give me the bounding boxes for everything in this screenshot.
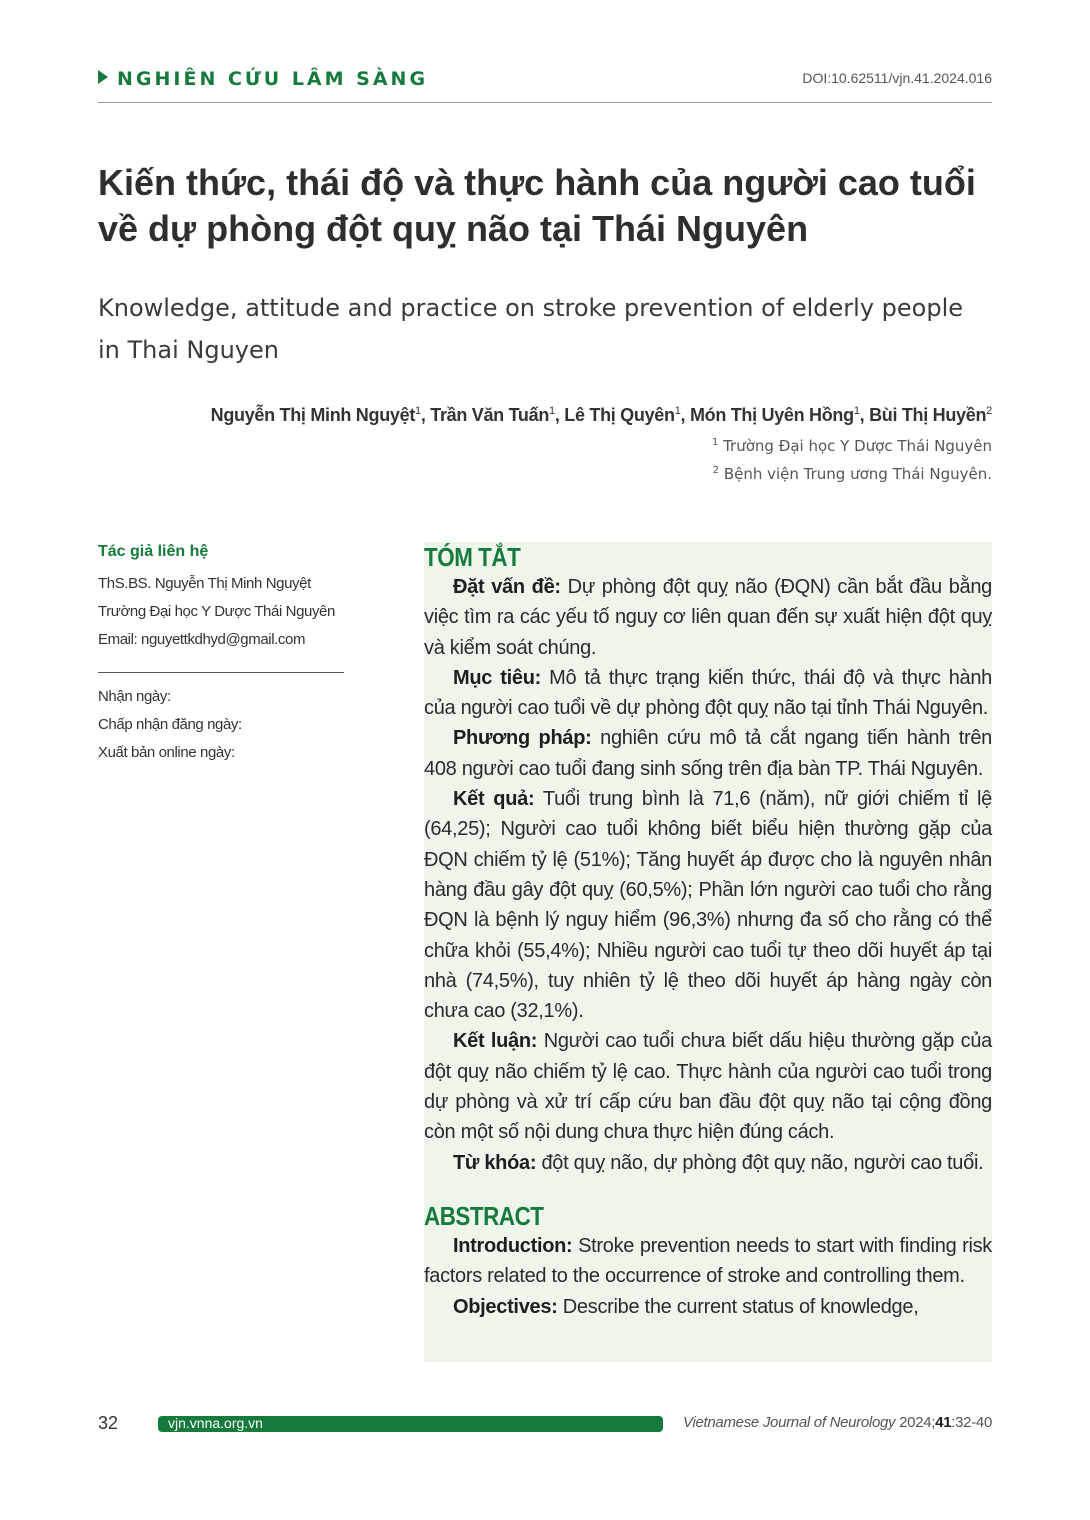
abstract-vi-keywords	[424, 1148, 992, 1178]
abstract-vi-introduction	[424, 572, 992, 663]
paragraph-label: Introduction:	[453, 1234, 573, 1257]
paragraph-text: Stroke prevention needs to start with finding risk factors related to the occurrence of stroke and controlling them.	[424, 1234, 992, 1288]
triangle-arrow-icon	[98, 70, 108, 84]
corresponding-author-email[interactable]: Email: nguyettkdhyd@gmail.com	[98, 631, 306, 648]
paragraph-label: Phương pháp:	[453, 727, 592, 750]
accepted-date-label: Chấp nhận đăng ngày:	[98, 716, 242, 733]
abstract-vi-results	[424, 784, 992, 1026]
paragraph-text: nghiên cứu mô tả cắt ngang tiến hành trên 408 người cao tuổi đang sinh sống trên địa bàn TP. Thái Nguyên.	[424, 727, 992, 780]
title-vi-line-1: Kiến thức, thái độ và thực hành của người cao tuổi	[98, 162, 976, 203]
abstract-vi-conclusion	[424, 1026, 992, 1147]
title-en-line-1: Knowledge, attitude and practice on stroke prevention of elderly people	[98, 294, 964, 322]
journal-citation	[683, 1414, 992, 1431]
published-date-label: Xuất bản online ngày:	[98, 744, 235, 761]
author-name: Bùi Thị Huyền	[869, 405, 987, 425]
article-title-vietnamese	[98, 160, 992, 252]
corresponding-author-heading: Tác giả liên hệ	[98, 543, 209, 560]
footer-green-bar	[158, 1416, 663, 1432]
author-separator: ,	[554, 405, 565, 425]
section-label	[98, 68, 428, 90]
paragraph-text: Describe the current status of knowledge,	[557, 1295, 919, 1318]
page-footer	[98, 1410, 992, 1438]
corresponding-author-name: ThS.BS. Nguyễn Thị Minh Nguyệt	[98, 575, 311, 592]
affiliation-mark: 1	[711, 437, 719, 448]
affiliation-text: Trường Đại học Y Dược Thái Nguyên	[723, 437, 992, 455]
author-affiliation-mark: 1	[415, 405, 421, 417]
abstract-vi-objective	[424, 663, 992, 724]
journal-year: 2024;	[899, 1414, 936, 1431]
affiliation-text: Bệnh viện Trung ương Thái Nguyên.	[723, 465, 992, 483]
author-separator: ,	[420, 405, 431, 425]
page-number: 32	[98, 1413, 119, 1433]
abstract-box	[424, 542, 992, 1362]
paragraph-label: Objectives:	[453, 1295, 558, 1318]
paragraph-label: Đặt vấn đề:	[453, 576, 561, 598]
doi-link[interactable]: DOI:10.62511/vjn.41.2024.016	[802, 70, 992, 86]
paragraph-label: Mục tiêu:	[453, 666, 541, 689]
correspondence-sidebar	[98, 543, 344, 767]
title-en-line-2: in Thai Nguyen	[98, 336, 279, 364]
paragraph-label: Kết luận:	[453, 1030, 538, 1053]
author-affiliation-mark: 2	[986, 405, 992, 417]
abstract-en-introduction	[424, 1231, 992, 1292]
abstract-vi-heading: TÓM TẮT	[424, 542, 521, 572]
author-name: Trần Văn Tuấn	[430, 405, 550, 425]
paragraph-text: Tuổi trung bình là 71,6 (năm), nữ giới chiếm tỉ lệ (64,25); Người cao tuổi không biết biểu hiện thường gặp của ĐQN chiếm tỷ lệ (51%); Tăng huyết áp được cho là nguyên nhân hàng đầu gây đột quỵ (60,5%); Phần lớn người cao tuổi cho rằng ĐQN là bệnh lý nguy hiểm (96,3%) nhưng đa số cho rằng có thể chữa khỏi (55,4%); Nhiều người cao tuổi tự theo dõi huyết áp tại nhà (74,5%), tuy nhiên tỷ lệ theo dõi huyết áp hàng ngày còn chưa cao (32,1%).	[424, 788, 992, 1023]
title-vi-line-2: về dự phòng đột quỵ não tại Thái Nguyên	[98, 208, 809, 249]
journal-pages: :32-40	[951, 1414, 992, 1431]
journal-name: Vietnamese Journal of Neurology	[683, 1414, 896, 1431]
author-name: Lê Thị Quyên	[564, 405, 675, 425]
abstract-en-heading: ABSTRACT	[424, 1200, 544, 1231]
author-name: Món Thị Uyên Hồng	[689, 405, 854, 425]
affiliation-1	[712, 437, 992, 455]
author-separator: ,	[680, 405, 690, 425]
paragraph-label: Từ khóa:	[453, 1151, 537, 1174]
author-name: Nguyễn Thị Minh Nguyệt	[210, 405, 416, 425]
author-affiliation-mark: 1	[674, 405, 681, 417]
abstract-vi-method	[424, 723, 992, 784]
received-date-label: Nhận ngày:	[98, 688, 171, 705]
paragraph-text: Mô tả thực trạng kiến thức, thái độ và thực hành của người cao tuổi về dự phòng đột quỵ não tại tỉnh Thái Nguyên.	[424, 666, 992, 720]
author-affiliation-mark: 1	[549, 405, 555, 417]
corresponding-author-organization: Trường Đại học Y Dược Thái Nguyên	[98, 603, 335, 620]
author-list	[211, 405, 992, 426]
paragraph-label: Kết quả:	[453, 788, 535, 811]
running-header	[98, 66, 992, 103]
abstract-en-objectives	[424, 1292, 992, 1322]
affiliation-mark: 2	[712, 465, 720, 476]
author-affiliation-mark: 1	[853, 405, 860, 417]
section-label-text: NGHIÊN CỨU LÂM SÀNG	[117, 68, 429, 90]
sidebar-divider	[98, 672, 344, 673]
paragraph-text: đột quỵ não, dự phòng đột quỵ não, người cao tuổi.	[536, 1151, 984, 1174]
affiliation-2	[713, 465, 992, 483]
author-separator: ,	[859, 405, 870, 425]
section-gap	[424, 1178, 992, 1201]
article-title-english	[98, 287, 992, 371]
journal-volume: 41	[935, 1414, 952, 1431]
journal-website-link[interactable]: vjn.vnna.org.vn	[168, 1415, 263, 1431]
paragraph-text: Dự phòng đột quỵ não (ĐQN) cần bắt đầu bằng việc tìm ra các yếu tố nguy cơ liên quan đến sự xuất hiện đột quỵ và kiểm soát chúng.	[424, 576, 993, 659]
paragraph-text: Người cao tuổi chưa biết dấu hiệu thường gặp của đột quỵ não chiếm tỷ lệ cao. Thực hành của người cao tuổi trong dự phòng và xử trí cấp cứu ban đầu đột quỵ não tại cộng đồng còn một số nội dung chưa thực hiện đúng cách.	[424, 1030, 993, 1144]
